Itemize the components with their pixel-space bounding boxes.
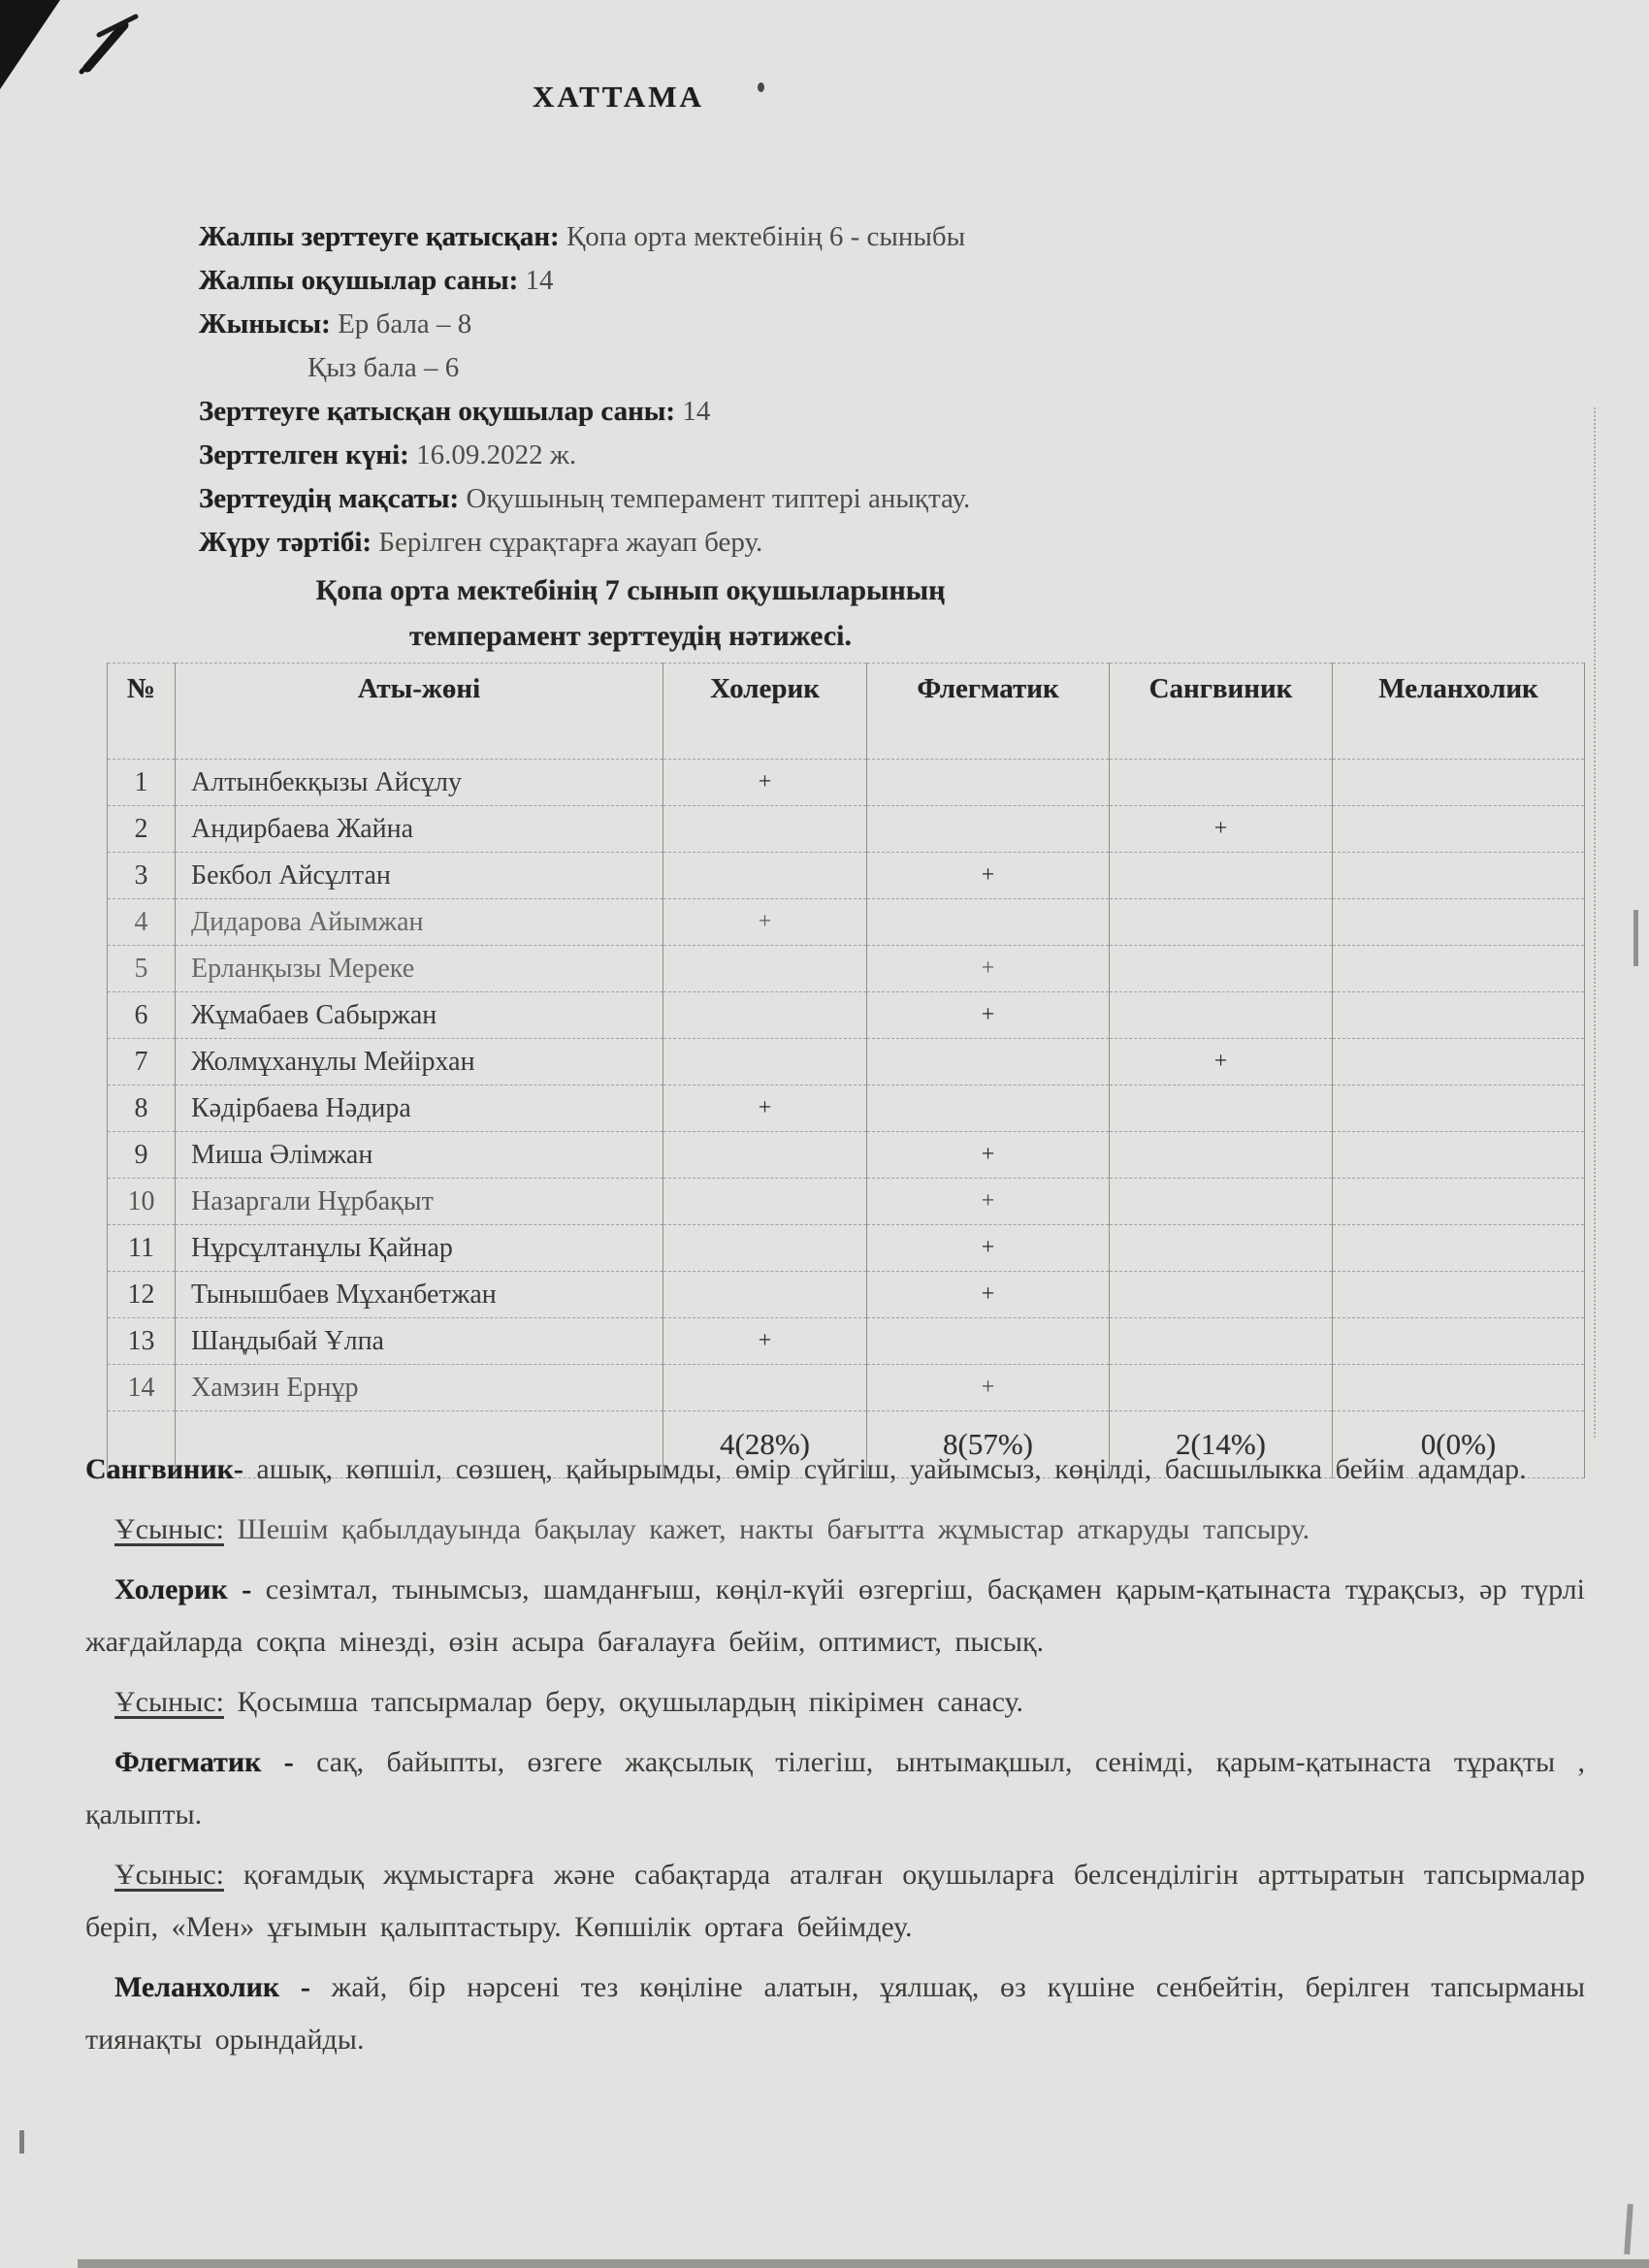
- meta-label: Зерттелген күні:: [199, 439, 409, 470]
- student-row: [108, 1039, 1585, 1085]
- student-name-cell: Кәдірбаева Нәдира: [176, 1085, 663, 1132]
- paragraph-lead: Флегматик -: [114, 1746, 294, 1778]
- temperament-descriptions: [85, 1443, 1585, 2074]
- sanguine-mark-cell: [1110, 1085, 1333, 1132]
- student-row: [108, 1318, 1585, 1365]
- student-name-cell: Бекбол Айсұлтан: [176, 853, 663, 899]
- row-number-cell: 2: [108, 806, 176, 853]
- scan-edge-tick: [1633, 910, 1638, 966]
- student-row: [108, 899, 1585, 946]
- phlegmatic-mark-cell: [867, 899, 1110, 946]
- description-paragraph: Холерик - сезімтал, тынымсыз, шамданғыш, көңіл-күйі өзгергіш, басқамен қарым-қатынаста тұрақсыз, әр түрлі жағдайларда соқпа мінезді, өзін асыра бағалауға бейім, оптимист, пысық.: [85, 1573, 1585, 1658]
- meta-label: Зерттеудің мақсаты:: [199, 483, 460, 514]
- phlegmatic-mark-cell: +: [867, 1365, 1110, 1411]
- header-choleric: Холерик: [663, 664, 867, 760]
- meta-label: Жүру тәртібі:: [199, 527, 372, 558]
- student-name-cell: Тынышбаев Мұханбетжан: [176, 1272, 663, 1318]
- meta-value: Оқушының темперамент типтері анықтау.: [466, 483, 971, 514]
- student-row: [108, 946, 1585, 992]
- meta-line: [199, 215, 1460, 259]
- meta-line: [199, 259, 1460, 303]
- phlegmatic-mark-cell: +: [867, 1179, 1110, 1225]
- melancholic-mark-cell: [1333, 1318, 1585, 1365]
- phlegmatic-mark-cell: [867, 1085, 1110, 1132]
- description-paragraph: Меланхолик - жай, бір нәрсені тез көңіліне алатын, ұялшақ, өз күшіне сенбейтін, берілген тапсырманы тиянақты орындайды.: [85, 1971, 1585, 2056]
- meta-line: [199, 346, 1460, 390]
- table-title-line1: Қопа орта мектебінің 7 сынып оқушыларының: [315, 574, 946, 606]
- melancholic-mark-cell: [1333, 992, 1585, 1039]
- row-number-cell: 3: [108, 853, 176, 899]
- choleric-mark-cell: [663, 1272, 867, 1318]
- student-name-cell: Жолмұханұлы Мейірхан: [176, 1039, 663, 1085]
- student-row: [108, 1179, 1585, 1225]
- sanguine-mark-cell: +: [1110, 1039, 1333, 1085]
- student-name-cell: Назаргали Нұрбақыт: [176, 1179, 663, 1225]
- scan-bottom-edge: [78, 2259, 1649, 2268]
- choleric-mark-cell: +: [663, 1085, 867, 1132]
- phlegmatic-mark-cell: +: [867, 1132, 1110, 1179]
- student-name-cell: Андирбаева Жайна: [176, 806, 663, 853]
- phlegmatic-mark-cell: +: [867, 1225, 1110, 1272]
- choleric-mark-cell: [663, 806, 867, 853]
- temperament-results-table: [107, 663, 1585, 1478]
- meta-label: Жынысы:: [199, 308, 331, 340]
- description-paragraph: Флегматик - сақ, байыпты, өзгеге жақсылық тілегіш, ынтымақшыл, сенімді, қарым-қатынаста тұрақты , қалыпты.: [85, 1746, 1585, 1831]
- scan-edge-tick: [19, 2130, 24, 2154]
- meta-line: [199, 303, 1460, 346]
- row-number-cell: 7: [108, 1039, 176, 1085]
- document-title: ХАТТАМА: [533, 80, 704, 113]
- description-paragraph: Ұсыныс: Қосымша тапсырмалар беру, оқушылардың пікірімен санасу.: [114, 1686, 1023, 1718]
- student-row: [108, 1365, 1585, 1411]
- melancholic-mark-cell: [1333, 1225, 1585, 1272]
- choleric-mark-cell: [663, 1225, 867, 1272]
- meta-value: Ер бала – 8: [338, 308, 472, 340]
- table-title-line2: темперамент зерттеудің нәтижесі.: [409, 620, 852, 652]
- phlegmatic-mark-cell: [867, 1318, 1110, 1365]
- row-number-cell: 11: [108, 1225, 176, 1272]
- student-row: [108, 1132, 1585, 1179]
- paragraph-lead: Сангвиник-: [85, 1453, 243, 1485]
- phlegmatic-mark-cell: [867, 806, 1110, 853]
- sanguine-mark-cell: [1110, 1225, 1333, 1272]
- paragraph-lead: Холерик -: [114, 1573, 252, 1605]
- student-row: [108, 1272, 1585, 1318]
- total-sanguine: 2(14%): [1110, 1411, 1333, 1478]
- phlegmatic-mark-cell: +: [867, 853, 1110, 899]
- row-number-cell: 6: [108, 992, 176, 1039]
- description-paragraph: Сангвиник- ашық, көпшіл, сөзшең, қайырымды, өмір сүйгіш, уайымсыз, көңілді, басшылыкка бейім адамдар.: [85, 1453, 1527, 1485]
- description-paragraph: Ұсыныс: қоғамдық жұмыстарға және сабақтарда аталған оқушыларға белсенділігін арттыратын тапсырмалар беріп, «Мен» ұғымын қалыптастыру. Көпшілік ортаға бейімдеу.: [85, 1859, 1585, 1943]
- total-melancholic: 0(0%): [1333, 1411, 1585, 1478]
- student-row: [108, 760, 1585, 806]
- sanguine-mark-cell: [1110, 1132, 1333, 1179]
- meta-line: [199, 521, 1460, 565]
- melancholic-mark-cell: [1333, 1179, 1585, 1225]
- sanguine-mark-cell: [1110, 1179, 1333, 1225]
- row-number-cell: 4: [108, 899, 176, 946]
- sanguine-mark-cell: [1110, 1365, 1333, 1411]
- row-number-cell: 1: [108, 760, 176, 806]
- student-name-cell: Нұрсұлтанұлы Қайнар: [176, 1225, 663, 1272]
- choleric-mark-cell: +: [663, 899, 867, 946]
- meta-block: [199, 215, 1460, 565]
- header-number: №: [108, 664, 176, 760]
- melancholic-mark-cell: [1333, 899, 1585, 946]
- row-number-cell: 13: [108, 1318, 176, 1365]
- row-number-cell: 8: [108, 1085, 176, 1132]
- student-row: [108, 1225, 1585, 1272]
- meta-value: 14: [525, 265, 554, 296]
- row-number-cell: 5: [108, 946, 176, 992]
- student-name-cell: Хамзин Ернұр: [176, 1365, 663, 1411]
- sanguine-mark-cell: [1110, 1272, 1333, 1318]
- phlegmatic-mark-cell: [867, 1039, 1110, 1085]
- scan-edge-line-artifact: [1594, 407, 1596, 1438]
- choleric-mark-cell: [663, 946, 867, 992]
- melancholic-mark-cell: [1333, 1365, 1585, 1411]
- sanguine-mark-cell: [1110, 760, 1333, 806]
- student-name-cell: Ерланқызы Мереке: [176, 946, 663, 992]
- sanguine-mark-cell: [1110, 946, 1333, 992]
- phlegmatic-mark-cell: +: [867, 1272, 1110, 1318]
- table-header-row: [108, 664, 1585, 760]
- meta-value: Берілген сұрақтарға жауап беру.: [378, 527, 763, 558]
- melancholic-mark-cell: [1333, 760, 1585, 806]
- meta-label: Жалпы оқушылар саны:: [199, 265, 519, 296]
- phlegmatic-mark-cell: [867, 760, 1110, 806]
- choleric-mark-cell: +: [663, 1318, 867, 1365]
- header-phlegmatic: Флегматик: [867, 664, 1110, 760]
- phlegmatic-mark-cell: +: [867, 946, 1110, 992]
- meta-label: Жалпы зерттеуге қатысқан:: [199, 221, 560, 252]
- sanguine-mark-cell: [1110, 899, 1333, 946]
- student-name-cell: Жұмабаев Сабыржан: [176, 992, 663, 1039]
- header-melancholic: Меланхолик: [1333, 664, 1585, 760]
- melancholic-mark-cell: [1333, 1272, 1585, 1318]
- choleric-mark-cell: [663, 992, 867, 1039]
- results-table-title: [0, 567, 1261, 659]
- student-row: [108, 1085, 1585, 1132]
- paragraph-lead: Ұсыныс:: [114, 1686, 224, 1718]
- total-choleric: 4(28%): [663, 1411, 867, 1478]
- melancholic-mark-cell: [1333, 1039, 1585, 1085]
- meta-value: Қопа орта мектебінің 6 - сыныбы: [566, 221, 966, 252]
- sanguine-mark-cell: [1110, 992, 1333, 1039]
- choleric-mark-cell: [663, 1179, 867, 1225]
- header-name: Аты-жөні: [176, 664, 663, 760]
- melancholic-mark-cell: [1333, 946, 1585, 992]
- student-row: [108, 806, 1585, 853]
- paragraph-lead: Ұсыныс:: [114, 1859, 224, 1891]
- row-number-cell: 14: [108, 1365, 176, 1411]
- row-number-cell: 12: [108, 1272, 176, 1318]
- choleric-mark-cell: [663, 853, 867, 899]
- student-name-cell: Алтынбекқызы Айсұлу: [176, 760, 663, 806]
- phlegmatic-mark-cell: +: [867, 992, 1110, 1039]
- row-number-cell: 9: [108, 1132, 176, 1179]
- paragraph-lead: Ұсыныс:: [114, 1513, 224, 1545]
- choleric-mark-cell: [663, 1132, 867, 1179]
- choleric-mark-cell: [663, 1365, 867, 1411]
- scan-corner-artifact: [0, 0, 60, 89]
- melancholic-mark-cell: [1333, 1085, 1585, 1132]
- student-name-cell: Шаңдыбай Ұлпа: [176, 1318, 663, 1365]
- pen-check-mark: [70, 8, 167, 78]
- row-number-cell: 10: [108, 1179, 176, 1225]
- meta-value: Қыз бала – 6: [307, 352, 460, 383]
- description-paragraph: Ұсыныс: Шешім қабылдауында бақылау кажет, накты бағытта жұмыстар аткаруды тапсыру.: [114, 1513, 1310, 1545]
- header-sanguine: Сангвиник: [1110, 664, 1333, 760]
- meta-line: [199, 434, 1460, 477]
- student-name-cell: Миша Әлімжан: [176, 1132, 663, 1179]
- meta-value: 16.09.2022 ж.: [416, 439, 577, 470]
- student-row: [108, 992, 1585, 1039]
- choleric-mark-cell: [663, 1039, 867, 1085]
- meta-value: 14: [682, 396, 711, 427]
- choleric-mark-cell: +: [663, 760, 867, 806]
- melancholic-mark-cell: [1333, 853, 1585, 899]
- melancholic-mark-cell: [1333, 806, 1585, 853]
- total-phlegmatic: 8(57%): [867, 1411, 1110, 1478]
- meta-label: Зерттеуге қатысқан оқушылар саны:: [199, 396, 676, 427]
- meta-line: [199, 390, 1460, 434]
- sanguine-mark-cell: [1110, 1318, 1333, 1365]
- meta-line: [199, 477, 1460, 521]
- student-name-cell: Дидарова Айымжан: [176, 899, 663, 946]
- student-row: [108, 853, 1585, 899]
- melancholic-mark-cell: [1333, 1132, 1585, 1179]
- paragraph-lead: Меланхолик -: [114, 1971, 310, 2003]
- sanguine-mark-cell: +: [1110, 806, 1333, 853]
- sanguine-mark-cell: [1110, 853, 1333, 899]
- scan-edge-tick: [1624, 2204, 1633, 2254]
